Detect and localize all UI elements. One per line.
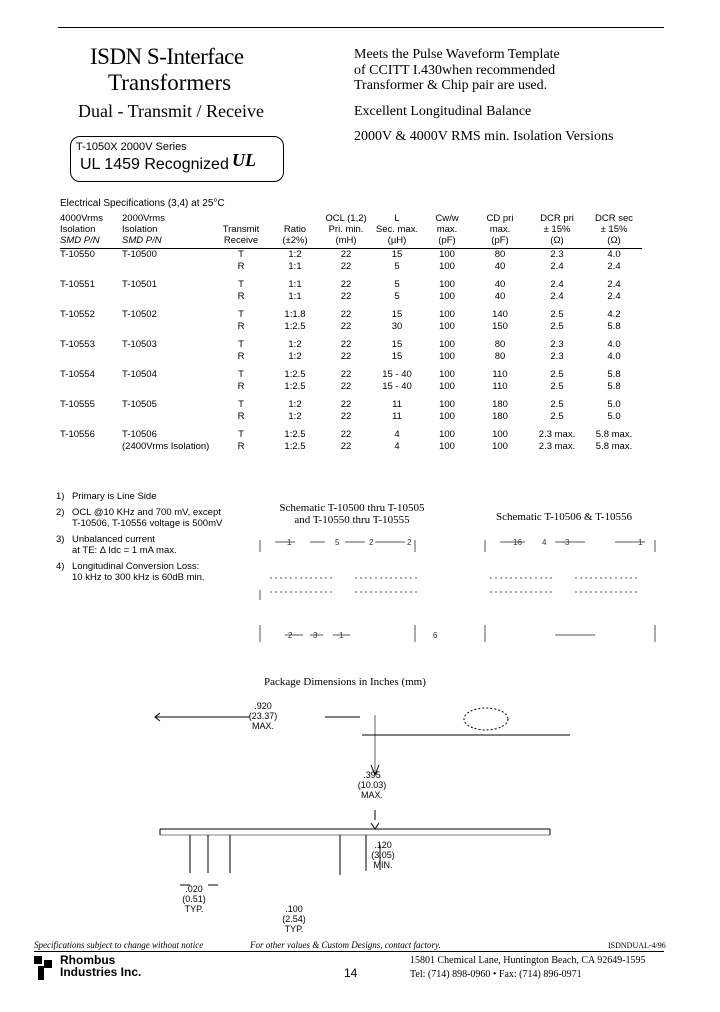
table-cell: 1:1: [288, 291, 302, 302]
series-label: T-1050X 2000V Series: [76, 141, 187, 153]
table-cell: T-10550: [60, 249, 95, 260]
table-row: [60, 351, 642, 363]
table-cell: 2.5: [550, 399, 564, 410]
table-row: [60, 363, 642, 381]
note: 2) OCL @10 KHz and 700 mV, except T-10506, T-10556 voltage is 500mV: [56, 506, 223, 529]
pin-label: 2: [288, 631, 293, 640]
pin-label: 6: [433, 631, 438, 640]
table-cell: 2.5: [550, 369, 564, 380]
col-ratio: Ratio (±2%): [270, 213, 320, 249]
table-cell: 40: [494, 291, 506, 302]
table-cell: R: [237, 321, 245, 332]
table-row: [60, 321, 642, 333]
table-row: [60, 411, 642, 423]
table-cell: 2.3: [550, 249, 564, 260]
table-cell: 1:2: [288, 411, 302, 422]
page-number: 14: [344, 966, 358, 980]
table-cell: 2.4: [607, 291, 621, 302]
table-cell: 5.8: [607, 369, 621, 380]
table-cell: 22: [340, 411, 352, 422]
ul-recognized: UL 1459 Recognized: [80, 156, 229, 173]
page-title-2: Transformers: [108, 70, 232, 95]
table-row: [60, 381, 642, 393]
table-cell: T: [238, 249, 244, 260]
table-cell: 40: [494, 261, 506, 272]
table-cell: 100: [439, 309, 455, 320]
table-cell: R: [237, 441, 245, 452]
table-cell: 100: [439, 351, 455, 362]
table-cell: 100: [439, 369, 455, 380]
pin-label: 1: [287, 538, 292, 547]
table-row: [60, 303, 642, 321]
table-cell: 5.8 max.: [595, 441, 633, 452]
table-cell: 22: [340, 429, 352, 440]
table-cell: T: [238, 309, 244, 320]
table-cell: 80: [494, 351, 506, 362]
table-cell: 1:2.5: [284, 369, 306, 380]
table-cell: 22: [340, 309, 352, 320]
table-cell: 4.0: [607, 249, 621, 260]
table-row: [60, 261, 642, 273]
table-cell: 15: [391, 249, 403, 260]
package-drawing: [150, 695, 570, 935]
table-cell: 2.3: [550, 351, 564, 362]
table-cell: 15: [391, 309, 403, 320]
pin-label: 2: [407, 538, 412, 547]
table-cell: 22: [340, 381, 352, 392]
table-cell: 2.4: [550, 261, 564, 272]
table-cell: 100: [492, 429, 508, 440]
table-cell: 4.0: [607, 351, 621, 362]
table-cell: 15: [391, 339, 403, 350]
table-cell: T-10551: [60, 279, 95, 290]
table-cell: 2.5: [550, 411, 564, 422]
table-cell: [122, 411, 212, 423]
footer-disclaimer: Specifications subject to change without notice: [34, 940, 204, 950]
table-cell: 1:2: [288, 249, 302, 260]
table-cell: 2.4: [607, 279, 621, 290]
table-cell: T-10500: [122, 249, 157, 260]
table-cell: [122, 261, 212, 273]
table-cell: 100: [439, 399, 455, 410]
table-row: [60, 249, 642, 262]
table-cell: 100: [492, 441, 508, 452]
table-cell: 15: [391, 351, 403, 362]
col-dcr-sec: DCR sec ± 15% (Ω): [586, 213, 642, 249]
table-cell: T-10501: [122, 279, 157, 290]
table-cell: 1:2.5: [284, 381, 306, 392]
note: 3) Unbalanced current at TE: Δ Idc = 1 mA max.: [56, 533, 177, 556]
table-cell: [60, 261, 122, 273]
table-cell: 100: [439, 291, 455, 302]
table-cell: 22: [340, 399, 352, 410]
company-phone: Tel: (714) 898-0960 • Fax: (714) 896-0971: [410, 969, 582, 980]
table-cell: 40: [494, 279, 506, 290]
table-cell: 100: [439, 411, 455, 422]
table-cell: [60, 351, 122, 363]
table-cell: 1:2.5: [284, 441, 306, 452]
table-cell: 100: [439, 249, 455, 260]
table-cell: 180: [492, 399, 508, 410]
table-cell: 2.5: [550, 309, 564, 320]
table-cell: 5.8: [607, 381, 621, 392]
table-cell: T-10555: [60, 399, 95, 410]
table-cell: 2.5: [550, 381, 564, 392]
table-row: [60, 291, 642, 303]
table-row: [60, 393, 642, 411]
dim-pitch: .100 (2.54) TYP.: [282, 904, 306, 934]
table-row: [60, 273, 642, 291]
footer-doc-id: ISDNDUAL-4/96: [608, 941, 666, 950]
footer-rule: [34, 951, 664, 952]
col-l: L Sec. max. (µH): [372, 213, 422, 249]
table-cell: 4: [394, 441, 400, 452]
table-cell: [60, 411, 122, 423]
table-cell: 11: [392, 399, 402, 410]
table-cell: 22: [340, 249, 352, 260]
table-cell: 22: [340, 339, 352, 350]
table-cell: 100: [439, 279, 455, 290]
table-cell: R: [237, 351, 245, 362]
table-cell: 5: [394, 279, 400, 290]
table-cell: 22: [340, 291, 352, 302]
rhombus-logo-icon: [34, 956, 54, 980]
company-address: 15801 Chemical Lane, Huntington Beach, CA 92649-1595: [410, 955, 646, 966]
table-row: [60, 333, 642, 351]
table-cell: 1:2: [288, 351, 302, 362]
table-cell: T-10506: [122, 429, 157, 440]
table-cell: 80: [494, 249, 506, 260]
table-cell: 2.3 max.: [538, 429, 576, 440]
col-cd: CD pri max. (pF): [472, 213, 528, 249]
table-cell: 1:2.5: [284, 321, 306, 332]
pin-label: 16: [513, 538, 522, 547]
table-row: [60, 441, 642, 453]
table-cell: 100: [439, 441, 455, 452]
pin-label: 2: [369, 538, 374, 547]
col-ocl: OCL (1,2) Pri. min. (mH): [320, 213, 372, 249]
table-cell: 110: [492, 381, 508, 392]
table-cell: T-10554: [60, 369, 95, 380]
table-cell: 4.2: [607, 309, 621, 320]
table-cell: R: [237, 291, 245, 302]
table-cell: 22: [340, 279, 352, 290]
table-cell: 5.8 max.: [595, 429, 633, 440]
footer-contact: For other values & Custom Designs, contact factory.: [250, 940, 441, 950]
table-cell: [60, 321, 122, 333]
col-2000v: 2000Vrms Isolation SMD P/N: [122, 213, 212, 249]
table-cell: [60, 381, 122, 393]
table-cell: 30: [391, 321, 403, 332]
note: 4) Longitudinal Conversion Loss: 10 kHz to 300 kHz is 60dB min.: [56, 560, 205, 583]
table-cell: 15 - 40: [382, 381, 412, 392]
table-cell: R: [237, 261, 245, 272]
table-cell: 2.4: [550, 279, 564, 290]
table-cell: 150: [492, 321, 508, 332]
table-cell: R: [237, 381, 245, 392]
dim-height: .395 (10.03) MAX.: [357, 770, 387, 800]
table-cell: (2400Vrms Isolation): [122, 441, 210, 452]
ul-logo-icon: UL: [232, 150, 256, 170]
dim-lead-length: .120 (3.05) MIN.: [371, 840, 395, 870]
dim-length: .920 (23.37) MAX.: [248, 701, 278, 731]
company-name-2: Industries Inc.: [60, 965, 142, 979]
feature-line: Meets the Pulse Waveform Template: [354, 47, 560, 62]
table-row: [60, 423, 642, 441]
col-4000v: 4000Vrms Isolation SMD P/N: [60, 213, 122, 249]
table-cell: 2.3: [550, 339, 564, 350]
table-cell: T: [238, 429, 244, 440]
table-cell: [122, 351, 212, 363]
page-subtitle: Dual - Transmit / Receive: [78, 101, 264, 121]
table-cell: 100: [439, 339, 455, 350]
note: 1) Primary is Line Side: [56, 491, 157, 502]
table-cell: 4.0: [607, 339, 621, 350]
table-cell: 100: [439, 261, 455, 272]
table-cell: 100: [439, 429, 455, 440]
page-title: ISDN S-Interface: [90, 44, 244, 69]
col-tx-rx: Transmit Receive: [212, 213, 270, 249]
table-cell: 5: [394, 261, 400, 272]
table-cell: 80: [494, 339, 506, 350]
table-cell: T-10503: [122, 339, 157, 350]
pin-label: 3: [565, 538, 570, 547]
table-cell: R: [237, 411, 245, 422]
company-name-1: Rhombus: [60, 953, 116, 967]
table-cell: 22: [340, 441, 352, 452]
table-cell: 5.0: [607, 411, 621, 422]
table-cell: T: [238, 399, 244, 410]
table-cell: 100: [439, 321, 455, 332]
table-cell: T-10556: [60, 429, 95, 440]
table-cell: 180: [492, 411, 508, 422]
table-cell: 22: [340, 321, 352, 332]
table-cell: 1:2: [288, 399, 302, 410]
feature-line: 2000V & 4000V RMS min. Isolation Versions: [354, 129, 614, 144]
table-cell: [60, 441, 122, 453]
schematic-1-title: Schematic T-10500 thru T-10505 and T-10550 thru T-10555: [279, 502, 425, 526]
table-cell: [60, 291, 122, 303]
table-cell: T-10505: [122, 399, 157, 410]
table-cell: T-10553: [60, 339, 95, 350]
table-cell: T: [238, 279, 244, 290]
table-cell: 1:1: [288, 279, 302, 290]
table-cell: 22: [340, 351, 352, 362]
package-title: Package Dimensions in Inches (mm): [264, 676, 426, 688]
table-cell: 1:1.8: [284, 309, 306, 320]
table-cell: 5.8: [607, 321, 621, 332]
table-cell: 2.5: [550, 321, 564, 332]
table-cell: 2.4: [607, 261, 621, 272]
schematic-diagram: [255, 530, 665, 650]
table-cell: T-10552: [60, 309, 95, 320]
spec-table: [60, 213, 642, 453]
notes: [56, 491, 222, 588]
dim-lead-width: .020 (0.51) TYP.: [182, 884, 206, 914]
table-cell: 2.4: [550, 291, 564, 302]
table-cell: 5.0: [607, 399, 621, 410]
table-cell: [122, 381, 212, 393]
col-cww: Cw/w max. (pF): [422, 213, 472, 249]
feature-line: of CCITT I.430when recommended: [354, 63, 556, 78]
table-cell: T: [238, 369, 244, 380]
table-cell: 1:2.5: [284, 429, 306, 440]
table-cell: 22: [340, 369, 352, 380]
top-rule: [58, 27, 664, 28]
pin-label: 1: [638, 538, 643, 547]
schematic-2-title: Schematic T-10506 & T-10556: [496, 511, 632, 523]
table-header-row: [60, 213, 642, 249]
table-cell: T-10502: [122, 309, 157, 320]
pin-label: 3: [313, 631, 318, 640]
feature-line: Excellent Longitudinal Balance: [354, 104, 532, 119]
pin-label: 5: [335, 538, 340, 547]
table-cell: 4: [394, 429, 400, 440]
table-cell: 110: [492, 369, 508, 380]
table-cell: T-10504: [122, 369, 157, 380]
table-cell: 11: [392, 411, 402, 422]
table-cell: 100: [439, 381, 455, 392]
table-cell: 1:2: [288, 339, 302, 350]
table-cell: T: [238, 339, 244, 350]
feature-line: Transformer & Chip pair are used.: [354, 78, 548, 93]
table-cell: 1:1: [288, 261, 302, 272]
table-cell: [122, 291, 212, 303]
table-cell: 22: [340, 261, 352, 272]
electrical-caption: Electrical Specifications (3,4) at 25°C: [60, 198, 225, 209]
table-cell: 2.3 max.: [538, 441, 576, 452]
table-cell: [122, 321, 212, 333]
table-cell: 140: [492, 309, 508, 320]
pin-label: 1: [339, 631, 344, 640]
table-cell: 15 - 40: [382, 369, 412, 380]
col-dcr-pri: DCR pri ± 15% (Ω): [528, 213, 586, 249]
table-cell: 5: [394, 291, 400, 302]
pin-label: 4: [542, 538, 547, 547]
